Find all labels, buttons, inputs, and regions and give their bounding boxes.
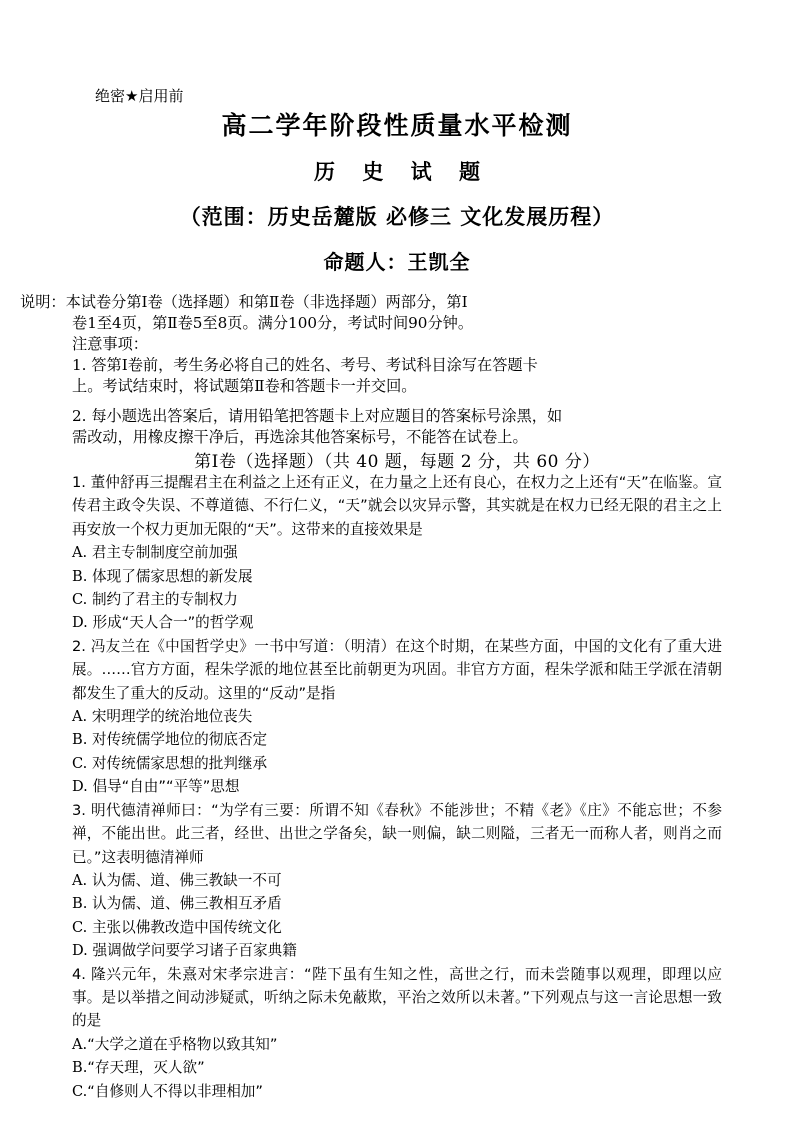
option-letter: D. — [72, 614, 88, 632]
option-text: “大学之道在乎格物以致其知” — [87, 1035, 278, 1053]
option-text: 制约了君主的专制权力 — [91, 591, 238, 609]
question-stem: 3. 明代德清禅师曰：“为学有三要：所谓不知《春秋》不能涉世；不精《老》《庄》不能忘世；不参禅，不能出世。此三者，经世、出世之学备矣，缺一则偏，缺二则隘，三者无一而称人者，则肖之而已。”这表明德清禅师 — [72, 801, 722, 866]
option-text: “自修则人不得以非理相加” — [87, 1082, 263, 1100]
option-letter: D. — [72, 942, 88, 960]
subject-subtitle: 历 史 试 题 — [314, 159, 490, 184]
question-stem: 1. 董仲舒再三提醒君主在利益之上还有正义，在力量之上还有良心，在权力之上还有“天”在临鉴。宣传君主政令失误、不尊道德、不行仁义，“天”就会以灾异示警，其实就是在权力已经无限的君主之上再安放一个权力更加无限的“天”。这带来的直接效果是 — [72, 474, 722, 538]
question-option — [72, 705, 722, 728]
option-text: 形成“天人合一”的哲学观 — [92, 614, 254, 632]
option-text: 强调做学问要学习诸子百家典籍 — [92, 942, 297, 960]
question-stem: 4. 隆兴元年，朱熹对宋孝宗进言：“陛下虽有生知之性，高世之行，而未尝随事以观理，即理以应事。是以举措之间动涉疑贰，听纳之际未免蔽欺，平治之效所以未著。”下列观点与这一言论思想一致的是 — [72, 965, 722, 1030]
option-text: 认为儒、道、佛三教相互矛盾 — [92, 895, 282, 913]
option-text: “存天理，灭人欲” — [87, 1059, 205, 1077]
question-option — [72, 1033, 722, 1056]
question-option — [72, 892, 722, 915]
option-letter: D. — [72, 778, 88, 796]
option-letter: B. — [72, 1059, 88, 1077]
question-option — [72, 775, 722, 798]
question-option — [72, 541, 722, 564]
secret-label: 绝密★启用前 — [95, 87, 184, 105]
question-option — [72, 611, 722, 634]
option-letter: C. — [72, 754, 88, 772]
option-letter: C. — [72, 591, 88, 609]
questions-list — [72, 471, 722, 1103]
question-option — [72, 752, 722, 775]
question-option — [72, 1080, 722, 1103]
option-letter: A. — [72, 544, 88, 562]
question-option — [72, 916, 722, 939]
notice-item-1-line-2: 上。考试结束时，将试题第Ⅱ卷和答题卡一并交回。 — [72, 377, 417, 395]
question-stem: 2. 冯友兰在《中国哲学史》一书中写道：（明清）在这个时期，在某些方面，中国的文化有了重大进展。……官方方面，程朱学派的地位甚至比前朝更为巩固。非官方方面，程朱学派和陆王学派在清朝都发生了重大的反动。这里的“反动”是指 — [72, 637, 722, 702]
option-letter: A. — [72, 708, 88, 726]
option-text: 宋明理学的统治地位丧失 — [91, 708, 253, 726]
option-letter: C. — [72, 1082, 88, 1100]
option-letter: A. — [72, 871, 88, 889]
notice-line-1: 说明：本试卷分第Ⅰ卷（选择题）和第Ⅱ卷（非选择题）两部分，第Ⅰ — [20, 293, 468, 311]
notice-item-1-line-1: 1. 答第Ⅰ卷前，考生务必将自己的姓名、考号、考试科目涂写在答题卡 — [72, 356, 538, 374]
option-text: 倡导“自由”“平等”思想 — [92, 778, 240, 796]
notice-block — [20, 292, 724, 448]
scope-line: （范围：历史岳麓版 必修三 文化发展历程） — [179, 204, 615, 229]
notice-item-2-line-2: 需改动，用橡皮擦干净后，再选涂其他答案标号，不能答在试卷上。 — [72, 428, 528, 446]
question-option — [72, 939, 722, 962]
section-heading-part-one: 第Ⅰ卷（选择题）（共 40 题，每题 2 分，共 60 分） — [194, 452, 600, 472]
option-letter: A. — [72, 1035, 88, 1053]
question-option — [72, 565, 722, 588]
option-letter: C. — [72, 918, 88, 936]
question-option — [72, 728, 722, 751]
question-option — [72, 1056, 722, 1079]
notice-heading: 注意事项： — [72, 335, 148, 353]
option-text: 体现了儒家思想的新发展 — [92, 567, 253, 585]
option-text: 对传统儒学地位的彻底否定 — [92, 731, 268, 749]
option-letter: B. — [72, 567, 88, 585]
notice-item-2-line-1: 2. 每小题选出答案后，请用铅笔把答题卡上对应题目的答案标号涂黑，如 — [72, 407, 563, 425]
option-letter: B. — [72, 731, 88, 749]
option-text: 主张以佛教改造中国传统文化 — [91, 918, 282, 936]
option-text: 认为儒、道、佛三教缺一不可 — [91, 871, 282, 889]
notice-line-2: 卷1至4页，第Ⅱ卷5至8页。满分100分，考试时间90分钟。 — [72, 314, 474, 332]
option-letter: B. — [72, 895, 88, 913]
page-title: 高二学年阶段性质量水平检测 — [221, 111, 573, 140]
option-text: 对传统儒家思想的批判继承 — [91, 754, 268, 772]
author-line: 命题人：王凯全 — [323, 250, 471, 274]
question-option — [72, 588, 722, 611]
question-option — [72, 869, 722, 892]
option-text: 君主专制制度空前加强 — [91, 544, 238, 562]
